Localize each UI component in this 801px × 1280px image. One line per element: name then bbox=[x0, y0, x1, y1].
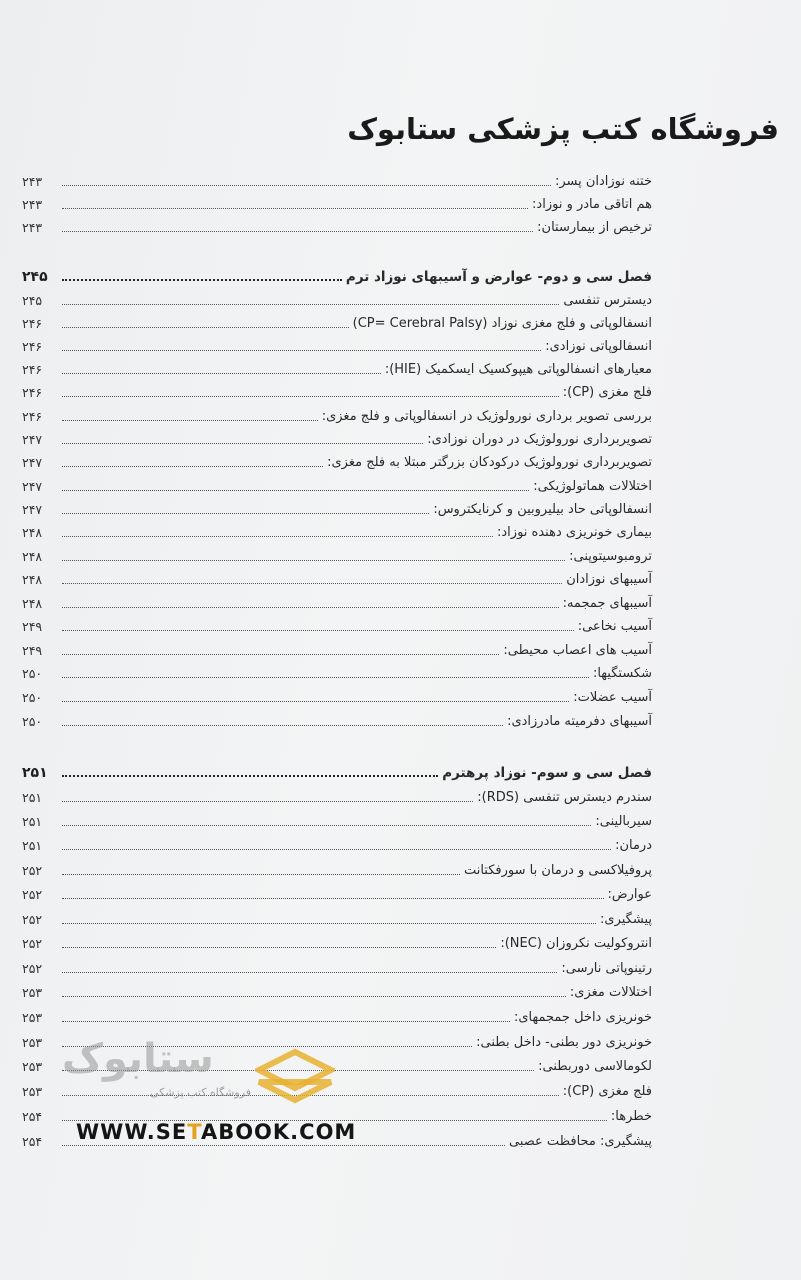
entry-title: عوارض: bbox=[607, 887, 652, 902]
page-number: ۲۵۲ bbox=[22, 936, 43, 951]
dot-leader bbox=[62, 607, 559, 608]
entry-title: فلج مغزی (CP): bbox=[562, 385, 652, 400]
toc-entry bbox=[22, 637, 652, 659]
page-number: ۲۴۸ bbox=[22, 596, 43, 611]
entry-title: آسیبهای جمجمه: bbox=[562, 596, 652, 611]
entry-title: فصل سی و سوم- نوزاد پرهترم bbox=[442, 765, 652, 781]
entry-title: سیربالینی: bbox=[595, 814, 652, 829]
page-number: ۲۵۳ bbox=[22, 985, 43, 1000]
entry-title: رتینوپاتی نارسی: bbox=[561, 961, 652, 976]
entry-title: خونریزی دور بطنی- داخل بطنی: bbox=[476, 1035, 652, 1050]
entry-title: آسیب های اعصاب محیطی: bbox=[503, 643, 652, 658]
watermark-logo: ستابوک bbox=[62, 1036, 214, 1082]
dot-leader bbox=[62, 874, 460, 875]
entry-title: آسیبهای دفرمیته مادرزادی: bbox=[507, 714, 652, 729]
entry-title: دیسترس تنفسی bbox=[563, 293, 652, 308]
toc-entry bbox=[22, 1004, 652, 1026]
entry-title: درمان: bbox=[615, 838, 652, 853]
toc-entry bbox=[22, 449, 652, 471]
page-title: فروشگاه کتب پزشکی ستابوک bbox=[347, 112, 779, 146]
entry-title: ختنه نوزادان پسر: bbox=[554, 174, 652, 189]
page-number: ۲۴۵ bbox=[22, 293, 43, 308]
page-number: ۲۵۰ bbox=[22, 690, 43, 705]
dot-leader bbox=[62, 443, 423, 444]
dot-leader bbox=[62, 279, 342, 281]
entry-title: انسفالوپاتی نوزادی: bbox=[545, 339, 652, 354]
toc-entry bbox=[22, 660, 652, 682]
entry-title: تصویربرداری نورولوژیک در دوران نوزادی: bbox=[427, 432, 652, 447]
page-number: ۲۴۸ bbox=[22, 525, 43, 540]
dot-leader bbox=[62, 972, 557, 973]
entry-title: پروفیلاکسی و درمان با سورفکتانت bbox=[463, 863, 652, 878]
dot-leader bbox=[62, 420, 318, 421]
page-number: ۲۵۴ bbox=[22, 1109, 43, 1124]
page-number: ۲۴۶ bbox=[22, 339, 43, 354]
page-number: ۲۴۳ bbox=[22, 197, 43, 212]
page-number: ۲۵۰ bbox=[22, 666, 43, 681]
entry-title: بیماری خونریزی دهنده نوزاد: bbox=[497, 525, 652, 540]
toc-entry bbox=[22, 832, 652, 854]
dot-leader bbox=[62, 513, 429, 514]
dot-leader bbox=[62, 654, 499, 655]
dot-leader bbox=[62, 923, 596, 924]
dot-leader bbox=[62, 208, 528, 209]
toc-entry bbox=[22, 955, 652, 977]
dot-leader bbox=[62, 775, 438, 777]
toc-entry bbox=[22, 310, 652, 332]
watermark-url: WWW.SETABOOK.COM bbox=[76, 1120, 357, 1144]
page-number: ۲۵۲ bbox=[22, 887, 43, 902]
entry-title: ترومبوسیتوپنی: bbox=[569, 549, 652, 564]
toc-entry bbox=[22, 356, 652, 378]
dot-leader bbox=[62, 536, 493, 537]
toc-entry bbox=[22, 287, 652, 309]
dot-leader bbox=[62, 327, 349, 328]
page-number: ۲۴۷ bbox=[22, 479, 43, 494]
entry-title: انتروکولیت نکروزان (NEC): bbox=[500, 936, 652, 951]
page-number: ۲۴۶ bbox=[22, 409, 43, 424]
page-number: ۲۴۹ bbox=[22, 643, 43, 658]
entry-title: لکومالاسی دوربطنی: bbox=[538, 1059, 652, 1074]
toc-entry bbox=[22, 708, 652, 730]
entry-title: تصویربرداری نورولوژیک درکودکان بزرگتر مبتلا به فلج مغزی: bbox=[327, 455, 652, 470]
toc-entry bbox=[22, 613, 652, 635]
dot-leader bbox=[62, 466, 323, 467]
page-number: ۲۴۳ bbox=[22, 220, 43, 235]
dot-leader bbox=[62, 304, 559, 305]
page-number: ۲۵۲ bbox=[22, 863, 43, 878]
toc-entry bbox=[22, 426, 652, 448]
entry-title: فلج مغزی (CP): bbox=[562, 1084, 652, 1099]
page-number: ۲۵۴ bbox=[22, 1134, 43, 1149]
entry-title: اختلالات هماتولوژیکی: bbox=[533, 479, 652, 494]
dot-leader bbox=[62, 1021, 510, 1022]
dot-leader bbox=[62, 701, 569, 702]
dot-leader bbox=[62, 1145, 505, 1146]
dot-leader bbox=[62, 185, 551, 186]
toc-entry bbox=[22, 784, 652, 806]
toc-entry bbox=[22, 857, 652, 879]
page-number: ۲۵۱ bbox=[22, 790, 43, 805]
toc-entry bbox=[22, 214, 652, 236]
book-box-icon bbox=[255, 1044, 335, 1108]
entry-title: معیارهای انسفالوپاتی هیپوکسیک ایسکمیک (HIE): bbox=[384, 362, 652, 377]
entry-title: بررسی تصویر برداری نورولوژیک در انسفالوپاتی و فلج مغزی: bbox=[321, 409, 652, 424]
page-number: ۲۴۸ bbox=[22, 549, 43, 564]
entry-title: سندرم دیسترس تنفسی (RDS): bbox=[477, 790, 652, 805]
watermark-tagline: فروشگاه کتب پزشکی bbox=[150, 1086, 251, 1099]
entry-title: هم اتاقی مادر و نوزاد: bbox=[532, 197, 652, 212]
toc-entry bbox=[22, 191, 652, 213]
toc-entry bbox=[22, 566, 652, 588]
page-number: ۲۵۱ bbox=[22, 814, 43, 829]
page-number: ۲۵۲ bbox=[22, 961, 43, 976]
page-number: ۲۵۰ bbox=[22, 714, 43, 729]
dot-leader bbox=[62, 898, 604, 899]
entry-title: پیشگیری: bbox=[600, 912, 652, 927]
page-number: ۲۴۷ bbox=[22, 432, 43, 447]
dot-leader bbox=[62, 630, 574, 631]
page-number: ۲۴۷ bbox=[22, 455, 43, 470]
entry-title: ترخیص از بیمارستان: bbox=[537, 220, 652, 235]
page-number: ۲۵۳ bbox=[22, 1059, 43, 1074]
dot-leader bbox=[62, 231, 533, 232]
dot-leader bbox=[62, 996, 566, 997]
chapter-heading bbox=[22, 263, 652, 285]
toc-entry bbox=[22, 881, 652, 903]
toc-entry bbox=[22, 333, 652, 355]
entry-title: آسیبهای نوزادان bbox=[566, 572, 652, 587]
entry-title: شکستگیها: bbox=[592, 666, 652, 681]
toc-entry bbox=[22, 808, 652, 830]
entry-title: اختلالات مغزی: bbox=[569, 985, 652, 1000]
page-number: ۲۵۳ bbox=[22, 1084, 43, 1099]
dot-leader bbox=[62, 677, 589, 678]
toc-entry bbox=[22, 930, 652, 952]
page-number: ۲۵۱ bbox=[22, 765, 48, 781]
entry-title: پیشگیری: محافظت عصبی bbox=[509, 1134, 652, 1149]
page-number: ۲۴۸ bbox=[22, 572, 43, 587]
entry-title: آسیب عضلات: bbox=[573, 690, 652, 705]
toc-entry bbox=[22, 543, 652, 565]
page-number: ۲۴۶ bbox=[22, 316, 43, 331]
toc-entry bbox=[22, 496, 652, 518]
entry-title: انسفالوپاتی حاد بیلیروبین و کرنایکتروس: bbox=[433, 502, 652, 517]
entry-title: آسیب نخاعی: bbox=[577, 619, 652, 634]
dot-leader bbox=[62, 849, 611, 850]
page-number: ۲۴۹ bbox=[22, 619, 43, 634]
dot-leader bbox=[62, 725, 503, 726]
page-number: ۲۴۵ bbox=[22, 269, 48, 285]
toc-entry bbox=[22, 979, 652, 1001]
dot-leader bbox=[62, 490, 529, 491]
dot-leader bbox=[62, 396, 559, 397]
toc-entry bbox=[22, 590, 652, 612]
dot-leader bbox=[62, 350, 541, 351]
toc-entry bbox=[22, 473, 652, 495]
toc-entry bbox=[22, 168, 652, 190]
toc-entry bbox=[22, 684, 652, 706]
entry-title: فصل سی و دوم- عوارض و آسیبهای نوزاد ترم bbox=[345, 269, 652, 285]
entry-title: انسفالوپاتی و فلج مغزی نوزاد (CP= Cerebral Palsy) bbox=[352, 316, 652, 331]
page-number: ۲۴۶ bbox=[22, 362, 43, 377]
toc-entry bbox=[22, 379, 652, 401]
dot-leader bbox=[62, 583, 562, 584]
dot-leader bbox=[62, 373, 381, 374]
toc-entry bbox=[22, 519, 652, 541]
page-number: ۲۵۲ bbox=[22, 912, 43, 927]
chapter-heading bbox=[22, 759, 652, 781]
entry-title: خطرها: bbox=[610, 1109, 652, 1124]
dot-leader bbox=[62, 825, 591, 826]
page-number: ۲۴۳ bbox=[22, 174, 43, 189]
dot-leader bbox=[62, 801, 473, 802]
toc-entry bbox=[22, 906, 652, 928]
page-number: ۲۴۶ bbox=[22, 385, 43, 400]
page-number: ۲۵۳ bbox=[22, 1035, 43, 1050]
page-number: ۲۵۱ bbox=[22, 838, 43, 853]
entry-title: خونریزی داخل جمجمهای: bbox=[513, 1010, 652, 1025]
dot-leader bbox=[62, 560, 565, 561]
toc-entry bbox=[22, 403, 652, 425]
page-number: ۲۴۷ bbox=[22, 502, 43, 517]
dot-leader bbox=[62, 947, 496, 948]
page-number: ۲۵۳ bbox=[22, 1010, 43, 1025]
